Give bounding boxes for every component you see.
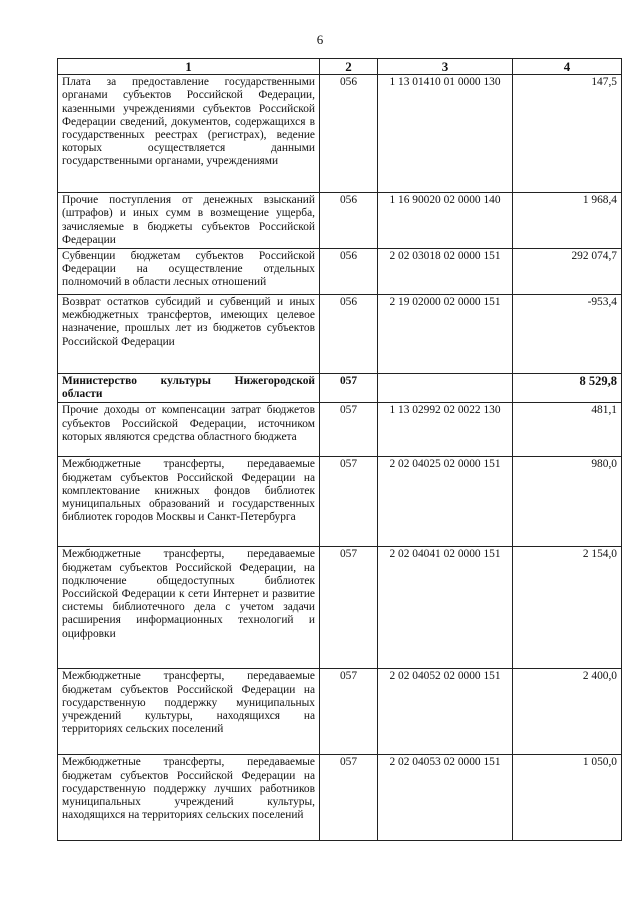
column-header: 3 [378, 59, 513, 75]
amount-cell: 2 400,0 [513, 669, 622, 755]
admin-code-cell: 057 [320, 374, 378, 403]
description-cell: Министерство культуры Нижегородской области [58, 374, 320, 403]
page-number: 6 [316, 32, 324, 47]
column-header: 4 [513, 59, 622, 75]
admin-code-cell: 057 [320, 755, 378, 841]
description-cell: Прочие поступления от денежных взысканий (штрафов) и иных сумм в возмещение ущерба, зачисляемые в бюджеты субъектов Российской Федерации [58, 193, 320, 249]
description-cell: Возврат остатков субсидий и субвенций и иных межбюджетных трансфертов, имеющих целевое назначение, прошлых лет из бюджетов субъектов Российской Федерации [58, 295, 320, 374]
budget-classification-code-cell: 2 02 03018 02 0000 151 [378, 249, 513, 295]
revenue-table [57, 58, 622, 841]
admin-code-cell: 057 [320, 403, 378, 457]
amount-cell: 1 050,0 [513, 755, 622, 841]
table-row [58, 457, 622, 547]
budget-classification-code-cell: 1 13 02992 02 0022 130 [378, 403, 513, 457]
table-row [58, 547, 622, 669]
admin-code-cell: 057 [320, 457, 378, 547]
admin-code-cell: 056 [320, 75, 378, 193]
budget-classification-code-cell: 1 13 01410 01 0000 130 [378, 75, 513, 193]
table-row [58, 403, 622, 457]
table-row [58, 75, 622, 193]
amount-cell: -953,4 [513, 295, 622, 374]
budget-classification-code-cell: 2 02 04025 02 0000 151 [378, 457, 513, 547]
budget-classification-code-cell: 1 16 90020 02 0000 140 [378, 193, 513, 249]
description-cell: Межбюджетные трансферты, передаваемые бюджетам субъектов Российской Федерации на государственную поддержку муниципальных учреждений культуры, находящихся на территориях сельских поселений [58, 669, 320, 755]
budget-classification-code-cell: 2 02 04053 02 0000 151 [378, 755, 513, 841]
description-cell: Субвенции бюджетам субъектов Российской Федерации на осуществление отдельных полномочий в области лесных отношений [58, 249, 320, 295]
table-row [58, 755, 622, 841]
budget-classification-code-cell: 2 02 04041 02 0000 151 [378, 547, 513, 669]
table-header-row [58, 59, 622, 75]
table-row [58, 295, 622, 374]
admin-code-cell: 056 [320, 295, 378, 374]
admin-code-cell: 056 [320, 249, 378, 295]
section-header-row [58, 374, 622, 403]
admin-code-cell: 057 [320, 669, 378, 755]
budget-classification-code-cell: 2 19 02000 02 0000 151 [378, 295, 513, 374]
admin-code-cell: 057 [320, 547, 378, 669]
admin-code-cell: 056 [320, 193, 378, 249]
amount-cell: 292 074,7 [513, 249, 622, 295]
amount-cell: 1 968,4 [513, 193, 622, 249]
column-header: 1 [58, 59, 320, 75]
table-row [58, 249, 622, 295]
description-cell: Межбюджетные трансферты, передаваемые бюджетам субъектов Российской Федерации на государственную поддержку лучших работников муниципальных учреждений культуры, находящихся на территориях сельских поселений [58, 755, 320, 841]
table-row [58, 193, 622, 249]
description-cell: Межбюджетные трансферты, передаваемые бюджетам субъектов Российской Федерации, на подключение общедоступных библиотек Российской Федерации к сети Интернет и развитие системы библиотечного дела с учетом задачи расширения информационных технологий и оцифровки [58, 547, 320, 669]
description-cell: Межбюджетные трансферты, передаваемые бюджетам субъектов Российской Федерации на комплектование книжных фондов библиотек муниципальных образований и государственных библиотек городов Москвы и Санкт-Петербурга [58, 457, 320, 547]
amount-cell: 481,1 [513, 403, 622, 457]
amount-cell: 980,0 [513, 457, 622, 547]
amount-cell: 2 154,0 [513, 547, 622, 669]
amount-cell: 8 529,8 [513, 374, 622, 403]
column-header: 2 [320, 59, 378, 75]
budget-classification-code-cell [378, 374, 513, 403]
amount-cell: 147,5 [513, 75, 622, 193]
description-cell: Прочие доходы от компенсации затрат бюджетов субъектов Российской Федерации, источником которых являются средства областного бюджета [58, 403, 320, 457]
budget-classification-code-cell: 2 02 04052 02 0000 151 [378, 669, 513, 755]
table-row [58, 669, 622, 755]
description-cell: Плата за предоставление государственными органами субъектов Российской Федерации, казенными учреждениями субъектов Российской Федерации сведений, документов, содержащихся в государственных реестрах (регистрах), ведение которых осуществляется данными государственными органами, учреждениями [58, 75, 320, 193]
